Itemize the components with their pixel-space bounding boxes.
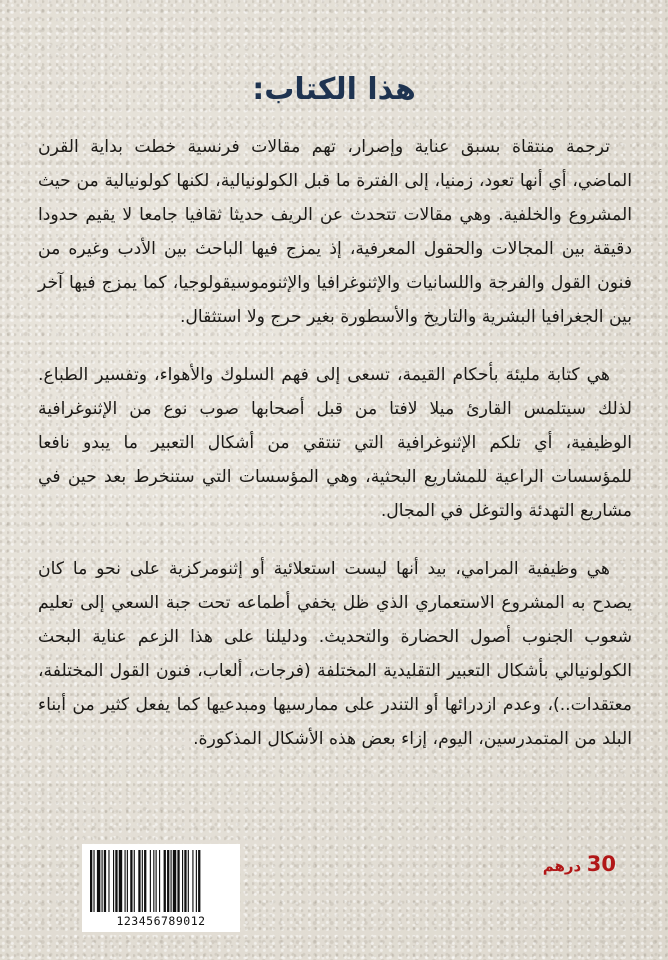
blurb-paragraph-2: هي كتابة مليئة بأحكام القيمة، تسعى إلى فهم السلوك والأهواء، وتفسير الطباع. لذلك سيتلمس القارئ ميلا لافتا من قبل أصحابها صوب نوع من الإثنوغرافية الوظيفية، أي تلكم الإثنوغرافية التي تنتقي من أشكال التعبير ما يبدو نافعا للمؤسسات الراعية للمشاريع البحثية، وهي المؤسسات التي ستنخرط بعد حين في مشاريع التهدئة والتوغل في المجال. <box>38 365 632 521</box>
barcode-bar <box>90 850 92 912</box>
barcode-bar <box>184 850 186 912</box>
barcode-bar <box>188 850 189 912</box>
barcode-bar <box>153 850 154 912</box>
barcode-bars-graphic <box>90 850 232 912</box>
barcode-bar <box>125 850 126 912</box>
barcode-bar <box>113 850 114 912</box>
barcode-bar <box>164 850 166 912</box>
barcode-bar <box>108 850 109 912</box>
barcode-bar <box>97 850 100 912</box>
barcode-bar <box>130 850 132 912</box>
page-title: هذا الكتاب: <box>252 72 416 107</box>
blurb-paragraph-3: هي وظيفية المرامي، بيد أنها ليست استعلائية أو إثنومركزية على نحو ما كان يصدح به المشروع الاستعماري الذي ظل يخفي أطماعه تحت جبة السعي إلى تعليم شعوب الجنوب أصول الحضارة والتحديث. ودليلنا على هذا الزعم عناية البحث الكولونيالي بأشكال التعبير التقليدية المختلفة (فرجات، ألعاب، فنون القول المختلفة، معتقدات..)، وعدم ازدرائها أو التندر على ممارسيها ومبدعيها كما يفعل كثير من أبناء البلد من المتمدرسين، اليوم، إزاء بعض هذه الأشكال المذكورة. <box>38 559 632 749</box>
price-label <box>543 852 616 876</box>
barcode-bar <box>142 850 143 912</box>
barcode-bar <box>138 850 140 912</box>
barcode-bar <box>182 850 183 912</box>
barcode-bar <box>102 850 103 912</box>
barcode-bar <box>104 850 106 912</box>
barcode-bar <box>127 850 128 912</box>
barcode <box>82 844 240 932</box>
barcode-bar <box>167 850 169 912</box>
blurb-text <box>38 130 632 780</box>
barcode-bar <box>150 850 151 912</box>
barcode-bar <box>119 850 122 912</box>
barcode-bar <box>115 850 117 912</box>
barcode-bar <box>93 850 94 912</box>
blurb-paragraph-1: ترجمة منتقاة بسبق عناية وإصرار، تهم مقالات فرنسية خطت بداية القرن الماضي، أي أنها تعود، زمنيا، إلى الفترة ما قبل الكولونيالية، لكنها كولونيالية من حيث المشروع والخلفية. وهي مقالات تتحدث عن الريف حديثا ثقافيا جامعا لا يقيم حدودا دقيقة بين المجالات والحقول المعرفية، إذ يمزج فيها الباحث بين الأدب وغيره من فنون القول والفرجة واللسانيات والإثنوغرافيا والإثنوموسيقولوجيا، كما يمزج فيها آخر بين الجغرافيا البشرية والتاريخ والأسطورة بغير حرج ولا استثقال. <box>38 137 632 327</box>
barcode-bar <box>192 850 193 912</box>
barcode-bar <box>159 850 160 912</box>
barcode-bar <box>177 850 179 912</box>
barcode-bar <box>196 850 197 912</box>
barcode-bar <box>134 850 135 912</box>
barcode-bar <box>173 850 176 912</box>
barcode-bar <box>171 850 172 912</box>
price-amount: 30 <box>586 852 616 876</box>
barcode-bar <box>144 850 146 912</box>
price-currency: درهم <box>542 857 582 875</box>
barcode-number: 123456789012 <box>116 914 206 928</box>
barcode-bar <box>198 850 200 912</box>
barcode-bar <box>156 850 157 912</box>
